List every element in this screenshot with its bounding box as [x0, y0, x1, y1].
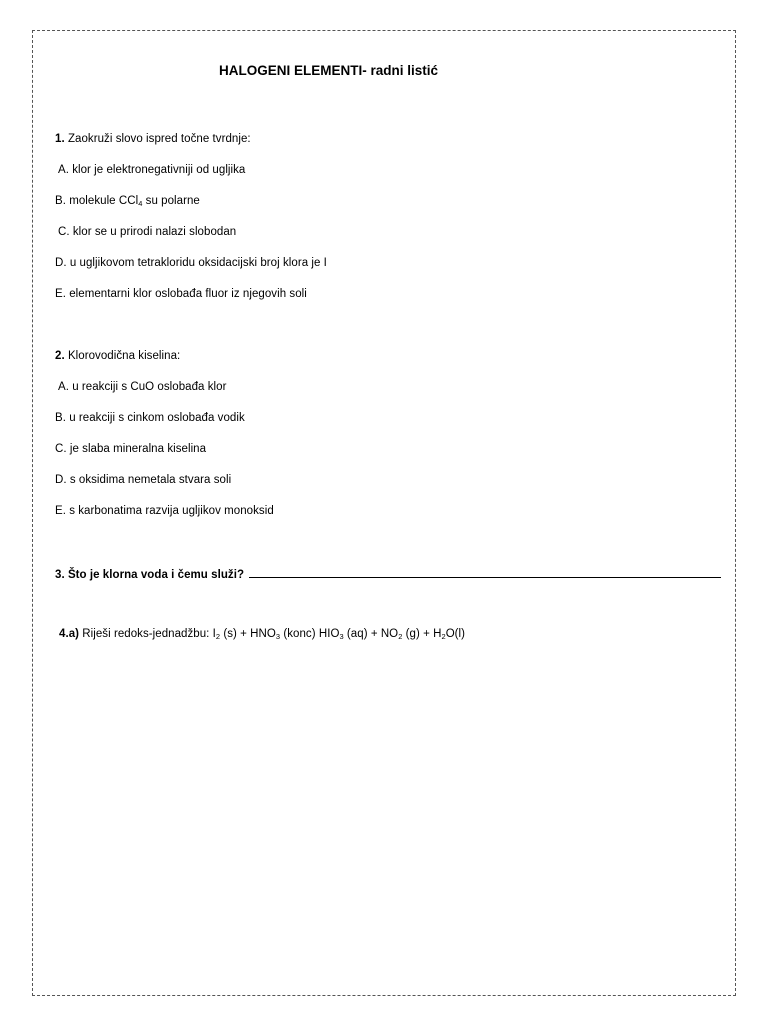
q1-option-e: E. elementarni klor oslobađa fluor iz njegovih soli	[55, 288, 307, 300]
question-2-text: Klorovodična kiselina:	[67, 350, 181, 362]
eq-sub-5: 2	[441, 631, 446, 641]
question-1-number: 1.	[55, 133, 65, 145]
q2-option-c: C. je slaba mineralna kiselina	[55, 443, 207, 455]
question-3	[55, 567, 721, 581]
q1-option-b-pre: B. molekule CCl	[55, 195, 139, 207]
question-4-number: 4.a)	[59, 628, 80, 640]
question-1	[55, 133, 251, 145]
eq-part-4: (aq) + NO	[343, 628, 399, 640]
q2-option-a: A. u reakciji s CuO oslobađa klor	[58, 381, 227, 393]
q2-option-d: D. s oksidima nemetala stvara soli	[55, 474, 232, 486]
q2-option-e: E. s karbonatima razvija ugljikov monoksid	[55, 505, 274, 517]
question-3-text: Što je klorna voda i čemu služi?	[67, 569, 245, 581]
q1-option-a: A. klor je elektronegativniji od ugljika	[58, 164, 246, 176]
q1-option-b-post: su polarne	[142, 195, 200, 207]
eq-part-2: (s) + HNO	[220, 628, 276, 640]
page-title: HALOGENI ELEMENTI- radni listić	[219, 63, 439, 78]
answer-blank-line[interactable]	[249, 567, 721, 578]
q1-option-b-sub: 4	[138, 198, 143, 208]
question-2-number: 2.	[55, 350, 65, 362]
eq-sub-4: 2	[398, 631, 403, 641]
eq-part-5: (g) + H	[402, 628, 442, 640]
q1-option-b	[55, 195, 200, 207]
q1-option-c: C. klor se u prirodi nalazi slobodan	[58, 226, 237, 238]
q1-option-d: D. u ugljikovom tetrakloridu oksidacijski broj klora je I	[55, 257, 327, 269]
question-4-text: Riješi redoks-jednadžbu:	[82, 628, 213, 640]
redox-equation	[213, 628, 465, 640]
question-1-text: Zaokruži slovo ispred točne tvrdnje:	[67, 133, 251, 145]
q2-option-b: B. u reakciji s cinkom oslobađa vodik	[55, 412, 245, 424]
eq-part-6: O(l)	[445, 628, 466, 640]
eq-part-3: (konc) HIO	[280, 628, 340, 640]
question-2	[55, 350, 180, 362]
eq-sub-1: 2	[215, 631, 221, 641]
eq-sub-3: 3	[339, 631, 344, 641]
question-4	[59, 628, 465, 640]
question-3-number: 3.	[55, 569, 65, 581]
eq-sub-2: 3	[275, 631, 281, 641]
eq-part-1: I	[212, 628, 216, 640]
